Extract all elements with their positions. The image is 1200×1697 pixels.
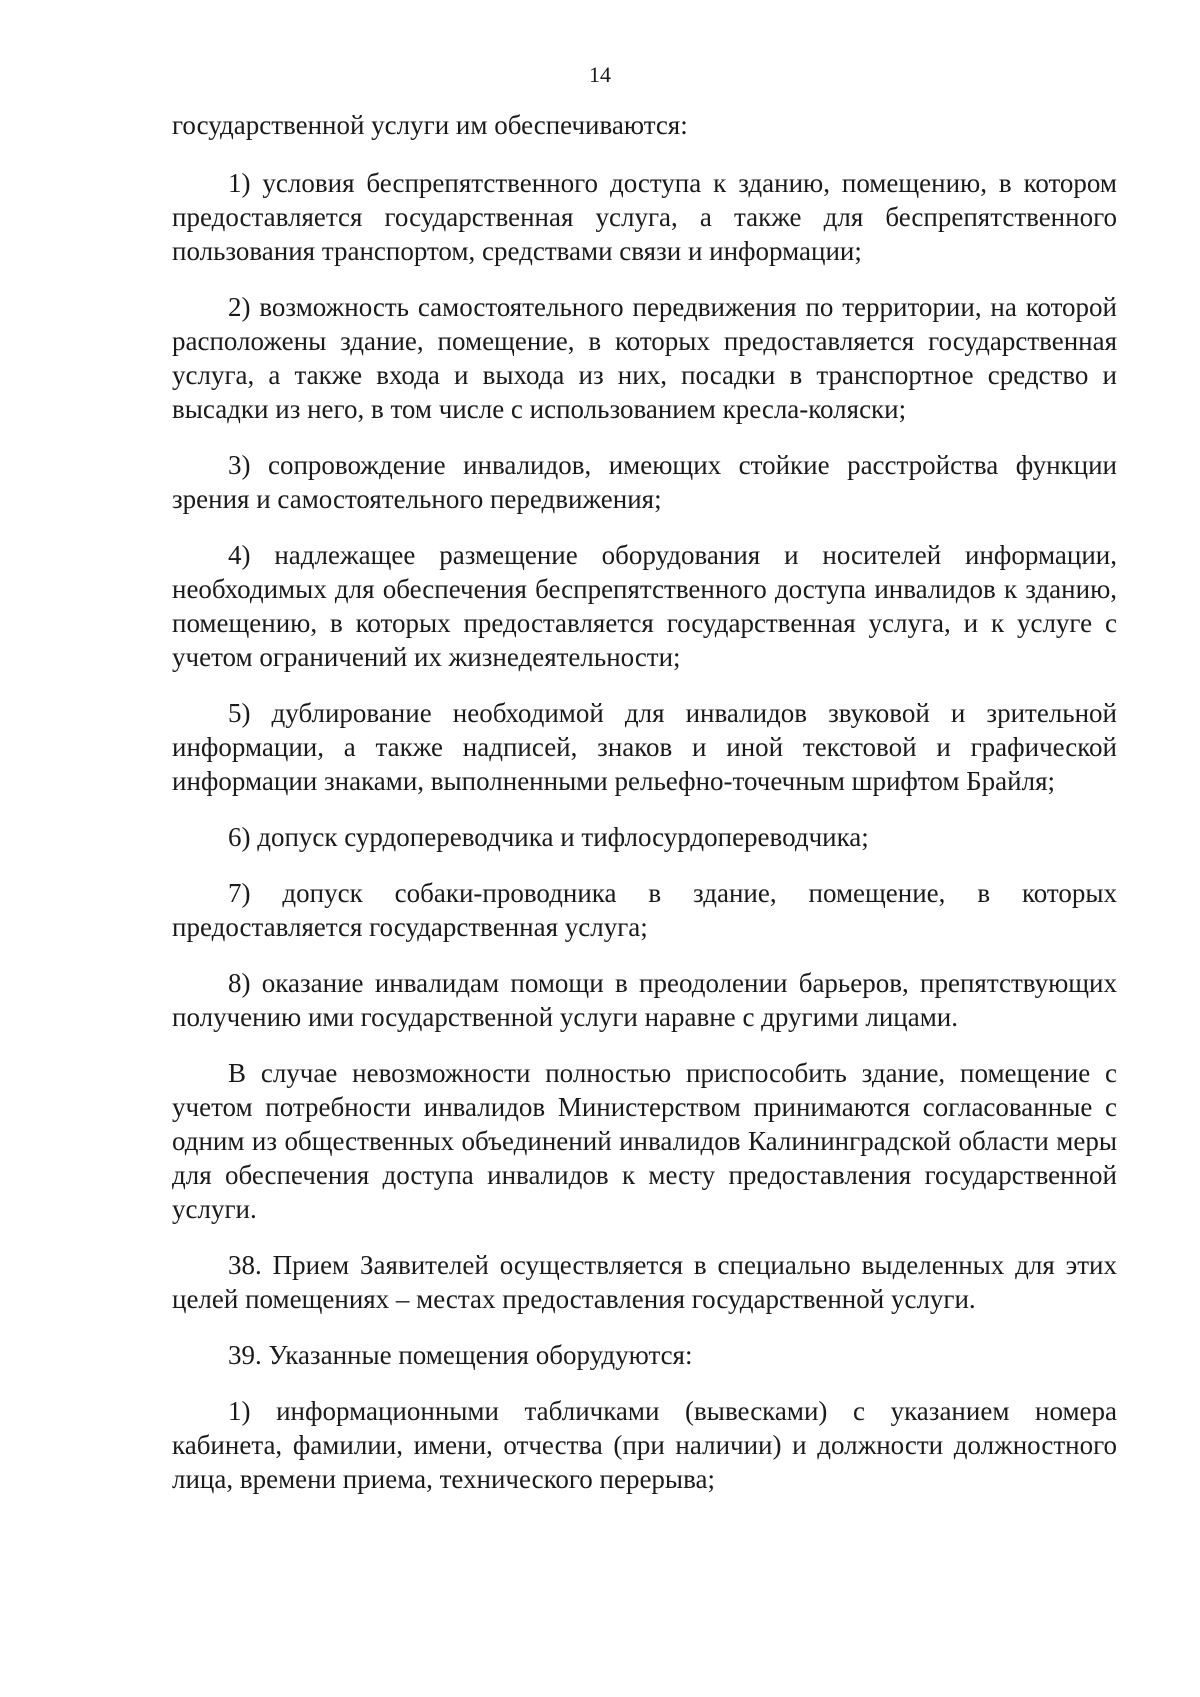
- list-item-1: 1) условия беспрепятственного доступа к зданию, помещению, в котором предоставляется государственная услуга, а также для беспрепятственного пользования транспортом, средствами связи и информации;: [172, 168, 1117, 266]
- paragraph-continuation: государственной услуги им обеспечиваются:: [172, 110, 688, 140]
- list-item-2: 2) возможность самостоятельного передвижения по территории, на которой расположены здание, помещение, в которых предоставляется государственная услуга, а также входа и выхода из них, посадки в транспортное средство и высадки из него, в том числе с использованием кресла-коляски;: [172, 292, 1117, 424]
- list-item-6: 6) допуск сурдопереводчика и тифлосурдопереводчика;: [228, 822, 869, 852]
- paragraph-accessibility-note: В случае невозможности полностью приспособить здание, помещение с учетом потребности инвалидов Министерством принимаются согласованные с одним из общественных объединений инвалидов Калининградской области меры для обеспечения доступа инвалидов к месту предоставления государственной услуги.: [172, 1058, 1117, 1224]
- clause-39: 39. Указанные помещения оборудуются:: [228, 1340, 693, 1370]
- list-item-8: 8) оказание инвалидам помощи в преодолении барьеров, препятствующих получению ими государственной услуги наравне с другими лицами.: [172, 968, 1117, 1032]
- list-item-4: 4) надлежащее размещение оборудования и носителей информации, необходимых для обеспечения беспрепятственного доступа инвалидов к зданию, помещению, в которых предоставляется государственная услуга, и к услуге с учетом ограничений их жизнедеятельности;: [172, 540, 1117, 672]
- list-item-3: 3) сопровождение инвалидов, имеющих стойкие расстройства функции зрения и самостоятельного передвижения;: [172, 450, 1117, 514]
- list-item-7: 7) допуск собаки-проводника в здание, помещение, в которых предоставляется государственная услуга;: [172, 878, 1117, 942]
- page-number: 14: [589, 62, 611, 87]
- clause-38: 38. Прием Заявителей осуществляется в специально выделенных для этих целей помещениях – местах предоставления государственной услуги.: [172, 1250, 1117, 1314]
- clause-39-item-1: 1) информационными табличками (вывесками) с указанием номера кабинета, фамилии, имени, отчества (при наличии) и должности должностного лица, времени приема, технического перерыва;: [172, 1396, 1117, 1494]
- document-body: [172, 108, 1117, 1518]
- list-item-5: 5) дублирование необходимой для инвалидов звуковой и зрительной информации, а также надписей, знаков и иной текстовой и графической информации знаками, выполненными рельефно-точечным шрифтом Брайля;: [172, 698, 1117, 796]
